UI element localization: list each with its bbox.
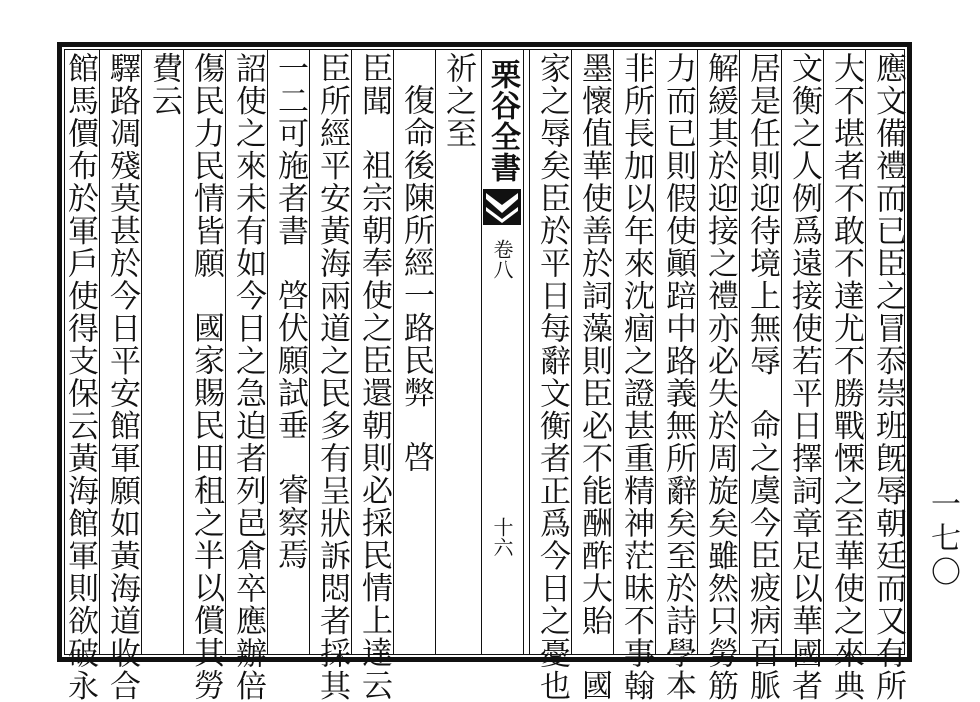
text-line: 解緩其於迎接之禮亦必失於周旋矣雖然只勞筋 bbox=[702, 52, 738, 702]
text-line: 墨懷值華使善於詞藻則臣必不能酬酢大貽 bbox=[576, 52, 612, 637]
text-line: 驛路凋殘莫甚於今日平安館軍願如黃海道收合 bbox=[104, 52, 140, 702]
text-line: 命後陳所經一路民弊 bbox=[398, 116, 434, 409]
text-column bbox=[531, 52, 573, 702]
book-title: 栗谷全書 bbox=[485, 59, 520, 183]
text-line: 臣所經平安黃海兩道之民多有呈狀訴悶者採其 bbox=[314, 52, 350, 702]
text-column bbox=[143, 52, 185, 652]
text-column bbox=[825, 52, 867, 702]
text-line: 費云 bbox=[146, 52, 182, 117]
text-column bbox=[437, 52, 479, 652]
text-column bbox=[867, 52, 909, 702]
text-column bbox=[573, 52, 615, 702]
text-line: 居是任則迎待境上無辱 bbox=[744, 52, 780, 377]
text-line: 睿察焉 bbox=[272, 473, 308, 571]
center-band bbox=[481, 49, 523, 655]
text-line: 國家賜民田租之半以償其勞 bbox=[188, 311, 224, 702]
text-column bbox=[269, 52, 311, 652]
band-rule-right bbox=[523, 49, 524, 655]
text-line: 館馬價布於軍戶使得支保云黃海館軍則欲破永 bbox=[62, 52, 98, 702]
text-column bbox=[227, 52, 269, 702]
fish-tail-icon bbox=[483, 189, 521, 225]
text-line: 祈之至 bbox=[440, 52, 476, 150]
text-column bbox=[101, 52, 143, 702]
text-line: 祖宗朝奉使之臣還朝則必採民情上達云 bbox=[356, 149, 392, 702]
text-column bbox=[741, 52, 783, 702]
volume-label: 卷八 bbox=[490, 239, 514, 279]
text-column bbox=[311, 52, 353, 702]
text-line: 大不堪者不敢不達尤不勝戰慄之至華使之來典 bbox=[828, 52, 864, 702]
text-column bbox=[783, 52, 825, 702]
text-line: 啓 bbox=[398, 441, 434, 474]
text-line: 應文備禮而已臣之冒忝崇班旣辱朝廷而又有所 bbox=[870, 52, 906, 702]
column-rule bbox=[529, 49, 530, 655]
folio-number: 十六 bbox=[490, 517, 514, 557]
text-column bbox=[395, 52, 437, 652]
text-column bbox=[62, 52, 101, 702]
text-line: 啓伏願試垂 bbox=[272, 279, 308, 442]
text-line: 家之辱矣臣於平日每辭文衡者正爲今日之憂也 bbox=[534, 52, 570, 702]
text-column bbox=[699, 52, 741, 702]
text-column bbox=[185, 52, 227, 702]
text-column bbox=[615, 52, 657, 702]
text-column bbox=[353, 52, 395, 702]
text-line: 力而已則假使顚踣中路義無所辭矣至於詩學本 bbox=[660, 52, 696, 702]
text-line: 國 bbox=[576, 669, 612, 702]
text-line: 一二可施者書 bbox=[272, 52, 308, 247]
text-line: 臣聞 bbox=[356, 52, 392, 117]
page-number: 一七〇 bbox=[925, 488, 960, 590]
text-line: 傷民力民情皆願 bbox=[188, 52, 224, 280]
text-line: 文衡之人例爲遠接使若平日擇詞章足以華國者 bbox=[786, 52, 822, 702]
text-line: 非所長加以年來沈痼之證甚重精神茫昧不事翰 bbox=[618, 52, 654, 702]
text-column bbox=[657, 52, 699, 702]
text-line: 詔使之來未有如今日之急迫者列邑倉卒應辦倍 bbox=[230, 52, 266, 702]
text-line: 復 bbox=[398, 84, 434, 117]
band-rule-left bbox=[481, 49, 482, 655]
text-line: 命之虞今臣疲病百脈 bbox=[744, 409, 780, 702]
